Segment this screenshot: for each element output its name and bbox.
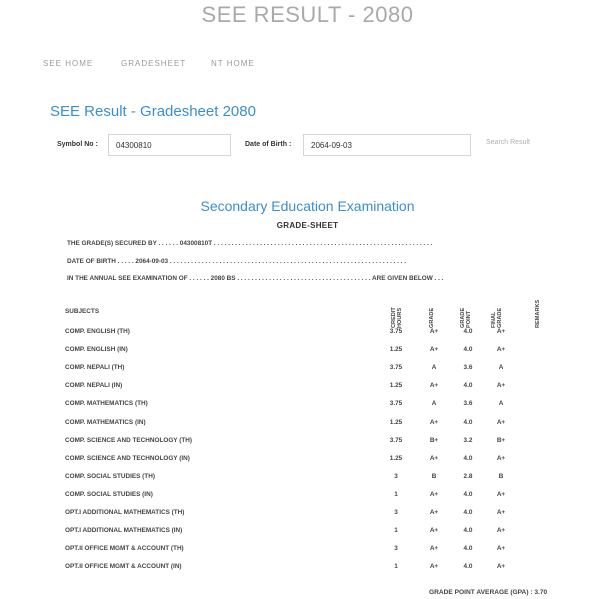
grade-cell: A+ [429, 563, 439, 571]
gpa-summary: GRADE POINT AVERAGE (GPA) : 3.70 [429, 589, 548, 596]
final-grade-cell: A [498, 364, 504, 372]
header-final-grade: FINAL GRADE [491, 307, 503, 328]
grade-cell: A+ [429, 328, 439, 335]
subject-cell: COMP. ENGLISH (IN) [65, 346, 128, 354]
final-grade-cell: A+ [496, 545, 506, 553]
secured-by-line: THE GRADE(S) SECURED BY . . . . . . 04300810T . . . . . . . . . . . . . . . . . . . . . . . . . . . . . . . . . . . . . . . . . . . . . . . . . . . . . . . . . . . . . . [67, 240, 433, 247]
symbol-label: Symbol No : [57, 141, 98, 148]
grade-cell: B [431, 472, 437, 480]
credit-cell: 1 [394, 563, 398, 571]
nav-see-home[interactable]: SEE HOME [43, 59, 94, 68]
nav-nt-home[interactable]: NT HOME [211, 59, 255, 68]
exam-title: Secondary Education Examination [200, 198, 415, 214]
credit-cell: 1 [394, 490, 398, 498]
grade-point-cell: 4.0 [463, 418, 473, 426]
grade-cell: A+ [429, 527, 439, 535]
grade-cell: A+ [429, 382, 439, 390]
grade-cell: A+ [429, 509, 439, 516]
grade-cell: A+ [429, 346, 439, 354]
grade-cell: A [431, 364, 437, 372]
header-remarks: REMARKS [535, 299, 541, 328]
subject-cell: COMP. SOCIAL STUDIES (TH) [65, 472, 155, 480]
grade-point-cell: 4.0 [463, 328, 473, 335]
credit-cell: 1.25 [389, 382, 403, 390]
subject-cell: COMP. SOCIAL STUDIES (IN) [65, 490, 153, 498]
final-grade-cell: A+ [496, 346, 506, 354]
grade-cell: A [431, 400, 437, 408]
final-grade-cell: A+ [496, 454, 506, 462]
page-heading: SEE Result - Gradesheet 2080 [50, 103, 256, 120]
final-grade-cell: A [498, 400, 504, 408]
grade-point-cell: 4.0 [463, 346, 473, 354]
grade-point-cell: 4.0 [463, 490, 473, 498]
grade-point-cell: 4.0 [463, 382, 473, 390]
final-grade-cell: A+ [496, 382, 506, 390]
subject-cell: OPT.II OFFICE MGMT & ACCOUNT (TH) [65, 545, 184, 553]
final-grade-cell: A+ [496, 563, 506, 571]
grade-point-cell: 3.6 [463, 400, 473, 408]
grade-point-cell: 3.6 [463, 364, 473, 372]
grade-point-cell: 3.2 [463, 436, 473, 444]
subject-cell: COMP. ENGLISH (TH) [65, 328, 130, 335]
search-result-button[interactable]: Search Result [486, 139, 530, 146]
subject-cell: COMP. NEPALI (TH) [65, 364, 125, 372]
credit-cell: 1.25 [389, 418, 403, 426]
grade-point-cell: 4.0 [463, 509, 473, 516]
header-grade: GRADE [429, 307, 435, 328]
credit-cell: 1.25 [389, 454, 403, 462]
subject-cell: OPT.I ADDITIONAL MATHEMATICS (TH) [65, 509, 185, 516]
grade-cell: A+ [429, 545, 439, 553]
credit-cell: 3.75 [389, 364, 403, 372]
header-grade-point: GRADE POINT [460, 307, 472, 328]
date-of-birth-line: DATE OF BIRTH . . . . . 2064-09-03 . . . . . . . . . . . . . . . . . . . . . . . . . . . . . . . . . . . . . . . . . . . . . . . . . . . . . . . . . . . . . . . . . . . [67, 258, 407, 265]
site-title: SEE RESULT - 2080 [201, 2, 414, 27]
final-grade-cell: B [498, 472, 504, 480]
credit-cell: 3 [394, 545, 398, 553]
credit-cell: 1.25 [389, 346, 403, 354]
grade-point-cell: 4.0 [463, 563, 473, 571]
credit-cell: 3.75 [389, 400, 403, 408]
subject-cell: COMP. SCIENCE AND TECHNOLOGY (IN) [65, 454, 190, 462]
final-grade-cell: A+ [496, 328, 506, 335]
grade-point-cell: 2.8 [463, 472, 473, 480]
subject-cell: COMP. SCIENCE AND TECHNOLOGY (TH) [65, 436, 192, 444]
credit-cell: 3.75 [389, 328, 403, 335]
final-grade-cell: A+ [496, 527, 506, 535]
credit-cell: 3 [394, 509, 398, 516]
gradesheet-title: GRADE-SHEET [276, 221, 339, 230]
grade-point-cell: 4.0 [463, 454, 473, 462]
credit-cell: 3.75 [389, 436, 403, 444]
final-grade-cell: B+ [496, 436, 506, 444]
nav-gradesheet[interactable]: GRADESHEET [121, 59, 187, 68]
dob-input[interactable] [303, 134, 471, 156]
exam-line: IN THE ANNUAL SEE EXAMINATION OF . . . . . . 2080 BS . . . . . . . . . . . . . . . . . . . . . . . . . . . . . . . . . . . . . . ARE GIVEN BELOW . . . [67, 275, 444, 282]
subject-cell: COMP. MATHEMATICS (TH) [65, 400, 148, 408]
final-grade-cell: A+ [496, 509, 506, 516]
final-grade-cell: A+ [496, 418, 506, 426]
subject-cell: COMP. NEPALI (IN) [65, 382, 123, 390]
symbol-input[interactable] [108, 134, 231, 156]
final-grade-cell: A+ [496, 490, 506, 498]
subject-cell: OPT.I ADDITIONAL MATHEMATICS (IN) [65, 527, 183, 535]
dob-label: Date of Birth : [245, 141, 292, 148]
grade-cell: A+ [429, 418, 439, 426]
grade-point-cell: 4.0 [463, 527, 473, 535]
credit-cell: 1 [394, 527, 398, 535]
header-credit-hours: CREDIT HOURS [391, 307, 403, 328]
grade-cell: A+ [429, 454, 439, 462]
subject-cell: COMP. MATHEMATICS (IN) [65, 418, 146, 426]
header-subjects: SUBJECTS [65, 308, 100, 315]
grade-cell: A+ [429, 490, 439, 498]
grade-cell: B+ [429, 436, 439, 444]
subject-cell: OPT.II OFFICE MGMT & ACCOUNT (IN) [65, 563, 182, 571]
grade-point-cell: 4.0 [463, 545, 473, 553]
credit-cell: 3 [394, 472, 398, 480]
